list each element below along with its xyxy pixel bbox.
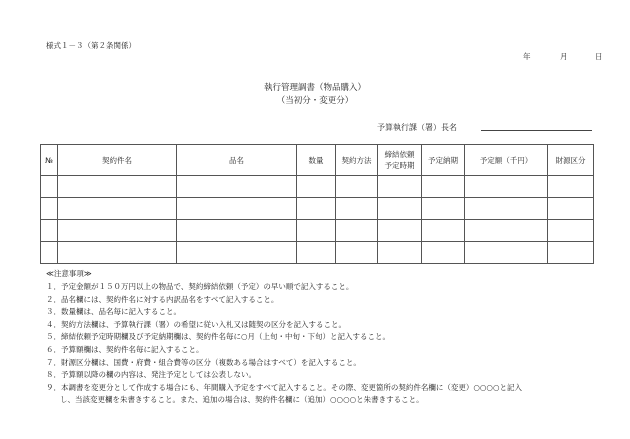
date-month-label: 月 [560, 52, 568, 61]
management-table [40, 144, 594, 264]
cell-delivery-date[interactable] [422, 176, 465, 198]
header-quantity: 数量 [297, 145, 336, 176]
note-item: ６．予算額欄は、契約件名毎に記入すること。 [46, 344, 204, 354]
cell-contract-name[interactable] [58, 176, 177, 198]
cell-item-name[interactable] [177, 198, 297, 220]
cell-contract-name[interactable] [58, 198, 177, 220]
date-day-label: 日 [595, 52, 603, 61]
header-contract-name: 契約件名 [58, 145, 177, 176]
header-funding-source: 財源区分 [548, 145, 594, 176]
document-subtitle: （当初分・変更分） [276, 96, 354, 106]
cell-delivery-date[interactable] [422, 198, 465, 220]
cell-no[interactable] [41, 198, 58, 220]
cell-budget-amount[interactable] [465, 242, 548, 264]
note-item: ７．財源区分欄は、国費・府費・組合費等の区分（複数ある場合はすべて）を記入すること。 [46, 357, 361, 367]
cell-contract-name[interactable] [58, 242, 177, 264]
cell-quantity[interactable] [297, 220, 336, 242]
cell-contract-method[interactable] [336, 220, 378, 242]
table-row [41, 220, 594, 242]
cell-no[interactable] [41, 176, 58, 198]
header-contract-method: 契約方法 [336, 145, 378, 176]
cell-funding-source[interactable] [548, 198, 594, 220]
cell-quantity[interactable] [297, 198, 336, 220]
cell-delivery-date[interactable] [422, 220, 465, 242]
table-row [41, 242, 594, 264]
table-row [41, 198, 594, 220]
cell-conclusion-request-timing[interactable] [378, 242, 422, 264]
cell-budget-amount[interactable] [465, 198, 548, 220]
cell-contract-method[interactable] [336, 198, 378, 220]
cell-contract-name[interactable] [58, 220, 177, 242]
note-item: ９．本調書を変更分として作成する場合にも、年間購入予定をすべて記入すること。その際、変更箇所の契約件名欄に（変更）○○○○と記入 [46, 382, 523, 392]
cell-quantity[interactable] [297, 176, 336, 198]
header-no: № [41, 145, 58, 176]
cell-item-name[interactable] [177, 220, 297, 242]
note-item: １．予定金額が１５０万円以上の物品で、契約締結依頼（予定）の早い順で記入すること。 [46, 282, 354, 291]
dept-head-signature-line[interactable] [481, 130, 592, 131]
note-item-continuation: し、当該変更欄を朱書きすること。また、追加の場合は、契約件名欄に（追加）○○○○と朱書きすること。 [60, 395, 424, 405]
cell-funding-source[interactable] [548, 242, 594, 264]
cell-no[interactable] [41, 220, 58, 242]
cell-item-name[interactable] [177, 176, 297, 198]
header-delivery-date: 予定納期 [422, 145, 465, 176]
cell-item-name[interactable] [177, 242, 297, 264]
header-item-name: 品名 [177, 145, 297, 176]
cell-contract-method[interactable] [336, 176, 378, 198]
table-row [41, 176, 594, 198]
note-item: ５．締結依頼予定時期欄及び予定納期欄は、契約件名毎に○月（上旬・中旬・下旬）と記入すること。 [46, 332, 391, 342]
document-title: 執行管理調書（物品購入） [263, 83, 366, 93]
note-item: ４．契約方法欄は、予算執行課（署）の希望に従い入札又は随契の区分を記入すること。 [46, 319, 346, 329]
cell-funding-source[interactable] [548, 220, 594, 242]
dept-head-label: 予算執行課（署）長名 [377, 123, 457, 132]
cell-budget-amount[interactable] [465, 220, 548, 242]
note-item: ８．予算額以降の欄の内容は、発注予定としては公表しない。 [46, 370, 256, 380]
cell-conclusion-request-timing[interactable] [378, 220, 422, 242]
form-label: 様式１－３（第２条関係） [46, 41, 136, 50]
notes-heading: ≪注意事項≫ [46, 269, 92, 278]
cell-conclusion-request-timing[interactable] [378, 198, 422, 220]
cell-funding-source[interactable] [548, 176, 594, 198]
cell-no[interactable] [41, 242, 58, 264]
table-header-row [41, 145, 594, 176]
note-item: ２．品名欄には、契約件名に対する内訳品名をすべて記入すること。 [46, 294, 279, 304]
header-budget-amount: 予定額（千円） [465, 145, 548, 176]
cell-quantity[interactable] [297, 242, 336, 264]
note-item: ３．数量欄は、品名毎に記入すること。 [46, 307, 181, 317]
date-year-label: 年 [523, 52, 531, 61]
notes-list [46, 281, 522, 407]
cell-budget-amount[interactable] [465, 176, 548, 198]
cell-delivery-date[interactable] [422, 242, 465, 264]
cell-contract-method[interactable] [336, 242, 378, 264]
cell-conclusion-request-timing[interactable] [378, 176, 422, 198]
header-conclusion-request-timing: 締結依頼 予定時期 [378, 145, 422, 176]
